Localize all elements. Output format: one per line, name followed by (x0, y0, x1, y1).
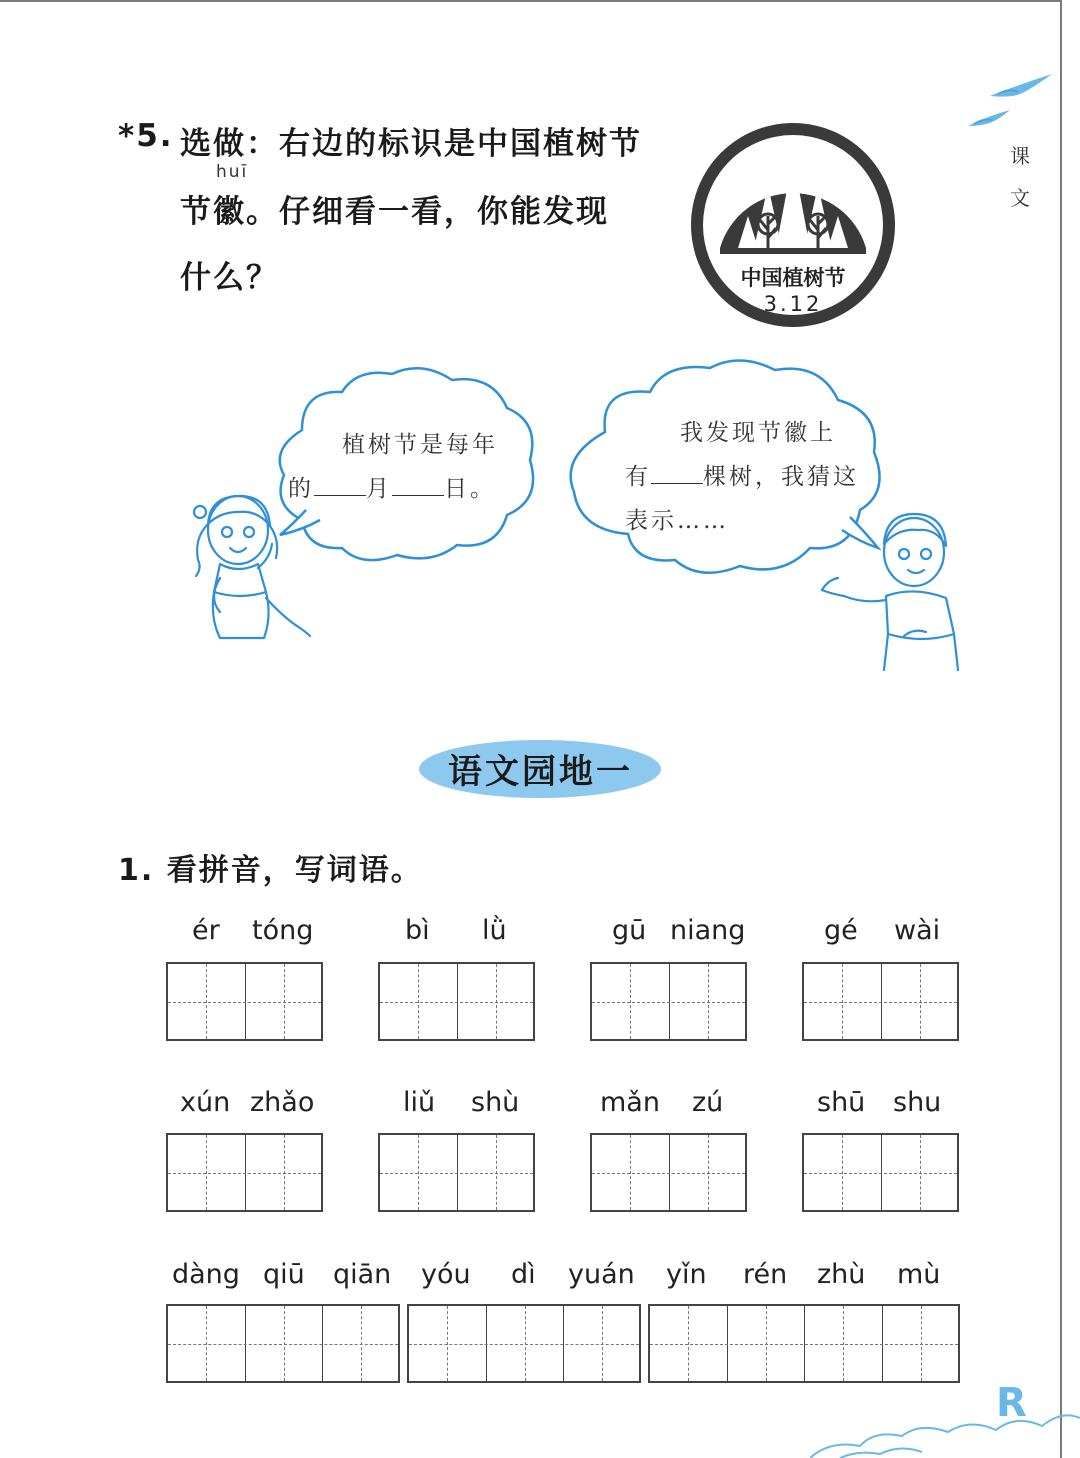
pinyin: zhǎo (250, 1087, 315, 1118)
writing-grid[interactable] (802, 962, 959, 1041)
pinyin: shu (893, 1087, 942, 1118)
writing-grid[interactable] (590, 962, 747, 1041)
emblem-date: 3.12 (763, 292, 823, 316)
question-1-label: 1. 看拼音，写词语。 (118, 853, 423, 888)
month-blank[interactable] (314, 472, 366, 496)
writing-grid[interactable] (802, 1133, 959, 1212)
question-5-line-2: 节徽。仔细看一看，你能发现 (180, 194, 609, 230)
writing-grid[interactable] (407, 1304, 641, 1383)
writing-grid[interactable] (166, 1304, 400, 1383)
pinyin: liǔ (403, 1087, 436, 1118)
section-title-badge (418, 738, 663, 800)
pinyin: dàng (172, 1259, 240, 1290)
pinyin: mǎn (600, 1087, 660, 1118)
writing-grid[interactable] (378, 962, 535, 1041)
pinyin: gū (612, 915, 647, 946)
pinyin: rén (743, 1259, 788, 1290)
bubble-left-line-1: 植树节是每年 (342, 432, 498, 458)
bubble-right-suffix: 棵树，我猜这 (703, 464, 859, 490)
bubble-left-month: 月 (366, 476, 392, 502)
pinyin-hint: huī (216, 162, 249, 182)
day-blank[interactable] (392, 472, 444, 496)
bubble-right-line-3: 表示…… (625, 508, 729, 534)
pinyin: qiū (263, 1259, 305, 1290)
pinyin: shù (471, 1087, 520, 1118)
birds-decoration (960, 68, 1060, 138)
pinyin: qiān (333, 1259, 392, 1290)
section-title: 语文园地一 (448, 752, 633, 792)
boy-illustration (814, 504, 964, 672)
pinyin: lǜ (482, 915, 507, 946)
girl-illustration (180, 488, 320, 648)
writing-grid[interactable] (166, 1133, 323, 1212)
question-5-line-1: 选做：右边的标识是中国植树节 (180, 126, 642, 162)
corner-logo: R (996, 1380, 1027, 1426)
cloud-decoration (810, 1400, 1080, 1458)
pinyin: yuán (568, 1259, 635, 1290)
emblem-title: 中国植树节 (740, 266, 846, 290)
pinyin: niang (670, 915, 746, 946)
arbor-day-emblem (688, 120, 898, 330)
pinyin: yóu (421, 1259, 471, 1290)
bubble-left-prefix: 的 (288, 476, 314, 502)
tree-count-blank[interactable] (651, 460, 703, 484)
bubble-right-line-1: 我发现节徽上 (680, 420, 836, 446)
pinyin: xún (180, 1087, 231, 1118)
pinyin: yǐn (666, 1259, 707, 1290)
writing-grid[interactable] (378, 1133, 535, 1212)
question-5-number: *5. (118, 118, 174, 154)
pinyin: zhù (817, 1259, 866, 1290)
pinyin: bì (405, 915, 430, 946)
side-label-2: 文 (1010, 186, 1030, 210)
pinyin: ér (192, 915, 220, 946)
pinyin: zú (692, 1087, 724, 1118)
bubble-right-prefix: 有 (625, 464, 651, 490)
writing-grid[interactable] (590, 1133, 747, 1212)
question-5-line-3: 什么？ (180, 260, 279, 296)
pinyin: wài (894, 915, 941, 946)
pinyin: dì (511, 1259, 536, 1290)
bubble-right-line-2 (625, 458, 859, 491)
pinyin: mù (897, 1259, 941, 1290)
bubble-left-day: 日。 (444, 476, 496, 502)
writing-grid[interactable] (166, 962, 323, 1041)
pinyin: tóng (252, 915, 314, 946)
writing-grid[interactable] (648, 1304, 960, 1383)
pinyin: shū (817, 1087, 866, 1118)
side-label-1: 课 (1010, 144, 1030, 168)
pinyin: gé (824, 915, 858, 946)
